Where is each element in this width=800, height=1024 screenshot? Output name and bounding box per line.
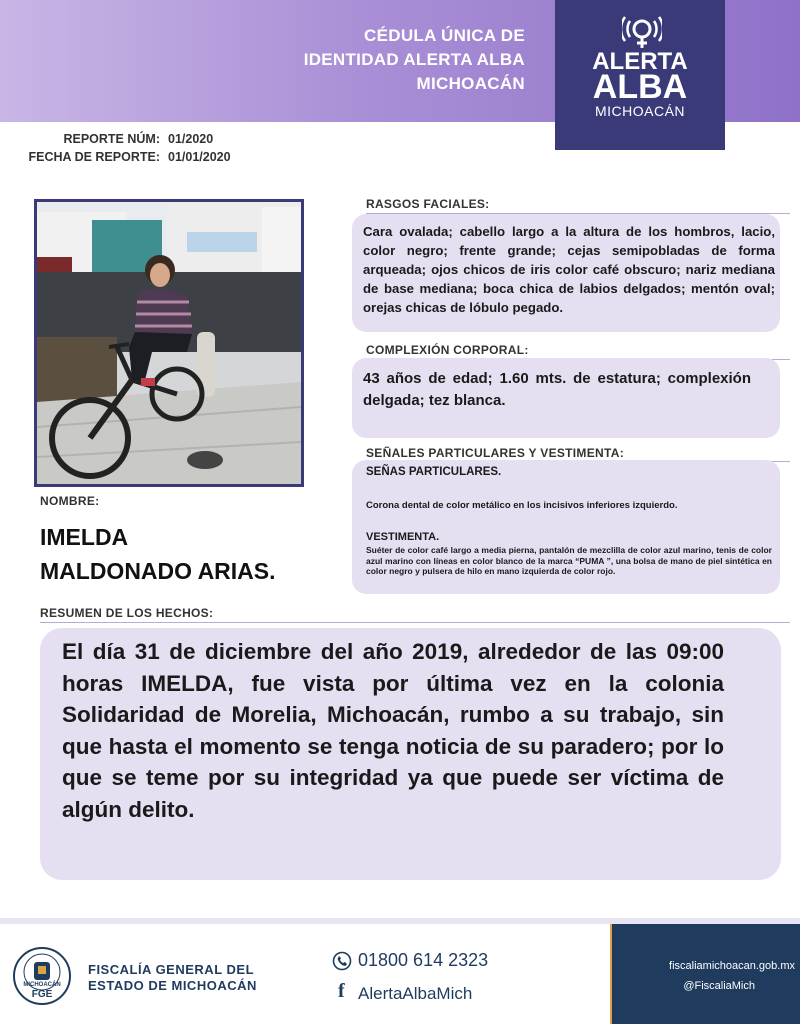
build-text: 43 años de edad; 1.60 mts. de estatura; complexión delgada; tez blanca. (363, 370, 751, 409)
header-title-line3: MICHOACÁN (416, 74, 525, 93)
org-name (88, 962, 257, 994)
marks-title: SEÑAS PARTICULARES. (366, 466, 502, 478)
report-date-label: FECHA DE REPORTE: (28, 150, 160, 164)
org-name-line2: ESTADO DE MICHOACÁN (88, 978, 257, 993)
summary-divider (40, 622, 790, 623)
report-date: 01/01/2020 (168, 150, 231, 164)
summary-text: El día 31 de diciembre del año 2019, alrededor de las 09:00 horas IMELDA, fue vista por última vez en la colonia Solidaridad de Morelia, Michoacán, rumbo a su trabajo, sin que hasta el momento se tenga noticia de su paradero; por lo que se teme por su integridad ya que puede ser víctima de algún delito. (62, 639, 724, 822)
photo-illustration (37, 202, 301, 484)
phone-number[interactable]: 01800 614 2323 (358, 950, 489, 970)
seal-text-state: MICHOACÁN (23, 982, 61, 988)
badge-notch (555, 126, 725, 150)
missing-person-photo (34, 199, 304, 487)
clothing-title: VESTIMENTA. (366, 531, 440, 543)
report-number: 01/2020 (168, 132, 214, 146)
badge-alerta: ALERTA (592, 48, 688, 75)
name-label: NOMBRE: (40, 494, 100, 508)
facebook-handle[interactable]: AlertaAlbaMich (358, 984, 473, 1003)
facebook-icon: f (338, 980, 345, 1002)
report-date-row (0, 150, 231, 164)
marks-clothing-label: SEÑALES PARTICULARES Y VESTIMENTA: (366, 446, 625, 460)
org-name-line1: FISCALÍA GENERAL DEL (88, 962, 255, 977)
facial-features-text: Cara ovalada; cabello largo a la altura de los hombros, lacio, color negro; frente grande; cejas semipobladas de forma arqueada; ojos chicos de iris color café obscuro; nariz mediana de base mediana; boca chica de labios delgados; mentón oval; orejas chicas de lóbulo pegado. (363, 224, 775, 315)
summary-label: RESUMEN DE LOS HECHOS: (40, 606, 214, 620)
phone-icon (332, 951, 352, 971)
seal-text-fge: FGE (31, 989, 53, 1000)
header-title-line1: CÉDULA ÚNICA DE (364, 26, 525, 45)
person-name (40, 520, 276, 588)
build-label: COMPLEXIÓN CORPORAL: (366, 343, 529, 357)
header-title-line2: IDENTIDAD ALERTA ALBA (303, 50, 525, 69)
alerta-alba-logo-icon (622, 12, 662, 52)
twitter-handle[interactable]: @FiscaliaMich (683, 980, 755, 992)
badge-alba: ALBA (592, 68, 688, 106)
clothing-text: Suéter de color café largo a media pierna, pantalón de mezclilla de color azul marino, tenis de color azul marino con líneas en color blanco de la marca “PUMA ”, una bolsa de mano de piel sintética en color negro y pulsera de hilo en mano izquierda de color rojo. (366, 545, 772, 576)
header-title (304, 24, 525, 96)
person-name-line1: IMELDA (40, 524, 129, 550)
footer-right (612, 924, 800, 1024)
facial-features-label: RASGOS FACIALES: (366, 197, 490, 211)
report-number-row (0, 132, 213, 146)
person-name-line2: MALDONADO ARIAS. (40, 558, 276, 584)
marks-text: Corona dental de color metálico en los incisivos inferiores izquierdo. (366, 500, 678, 511)
badge-michoacan: MICHOACÁN (594, 103, 686, 119)
report-number-label: REPORTE NÚM: (63, 132, 160, 146)
website-link[interactable]: fiscaliamichoacan.gob.mx (669, 960, 795, 972)
